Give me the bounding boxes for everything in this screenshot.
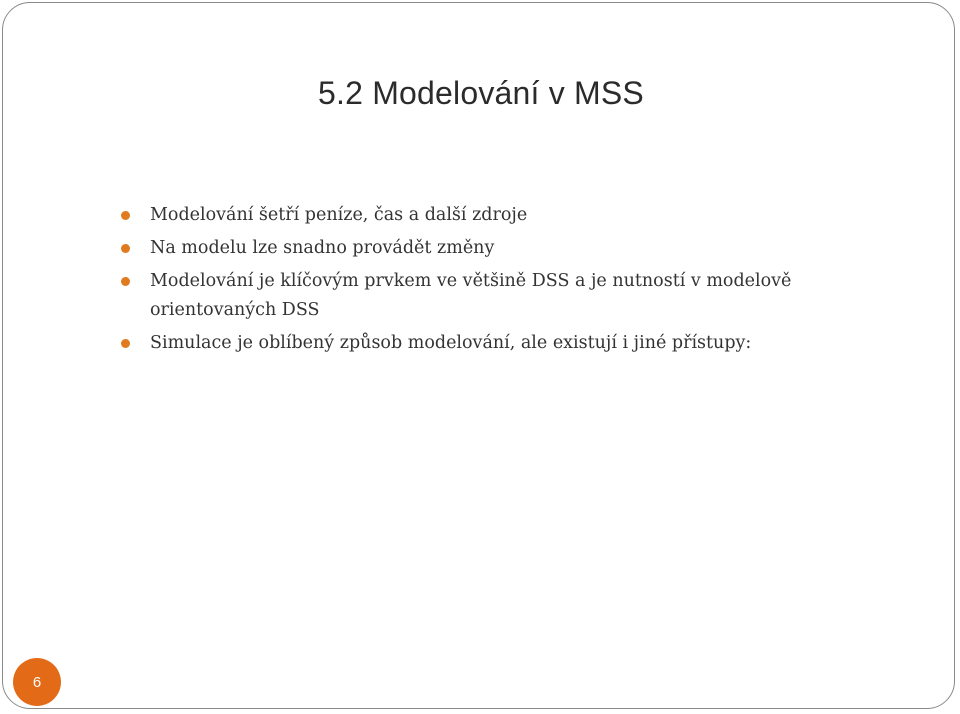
bullet-text: Modelování je klíčovým prvkem ve většině DSS a je nutností v modelově orientovaných DSS [150, 271, 792, 320]
page-number-badge: 6 [13, 658, 61, 706]
slide-title: 5.2 Modelování v MSS [318, 75, 644, 111]
slide [2, 2, 955, 709]
bullet-dot-icon [121, 211, 130, 220]
bullet-item [121, 234, 901, 263]
bullet-item [121, 201, 901, 230]
bullet-dot-icon [121, 244, 130, 253]
bullet-dot-icon [121, 277, 130, 286]
bullet-item [121, 329, 901, 358]
bullet-text: Modelování šetří peníze, čas a další zdroje [150, 205, 528, 225]
bullet-text: Na modelu lze snadno provádět změny [150, 238, 495, 258]
bullet-list [121, 201, 901, 362]
bullet-text: Simulace je oblíbený způsob modelování, ale existují i jiné přístupy: [150, 333, 752, 353]
bullet-item [121, 267, 901, 325]
bullet-dot-icon [121, 339, 130, 348]
